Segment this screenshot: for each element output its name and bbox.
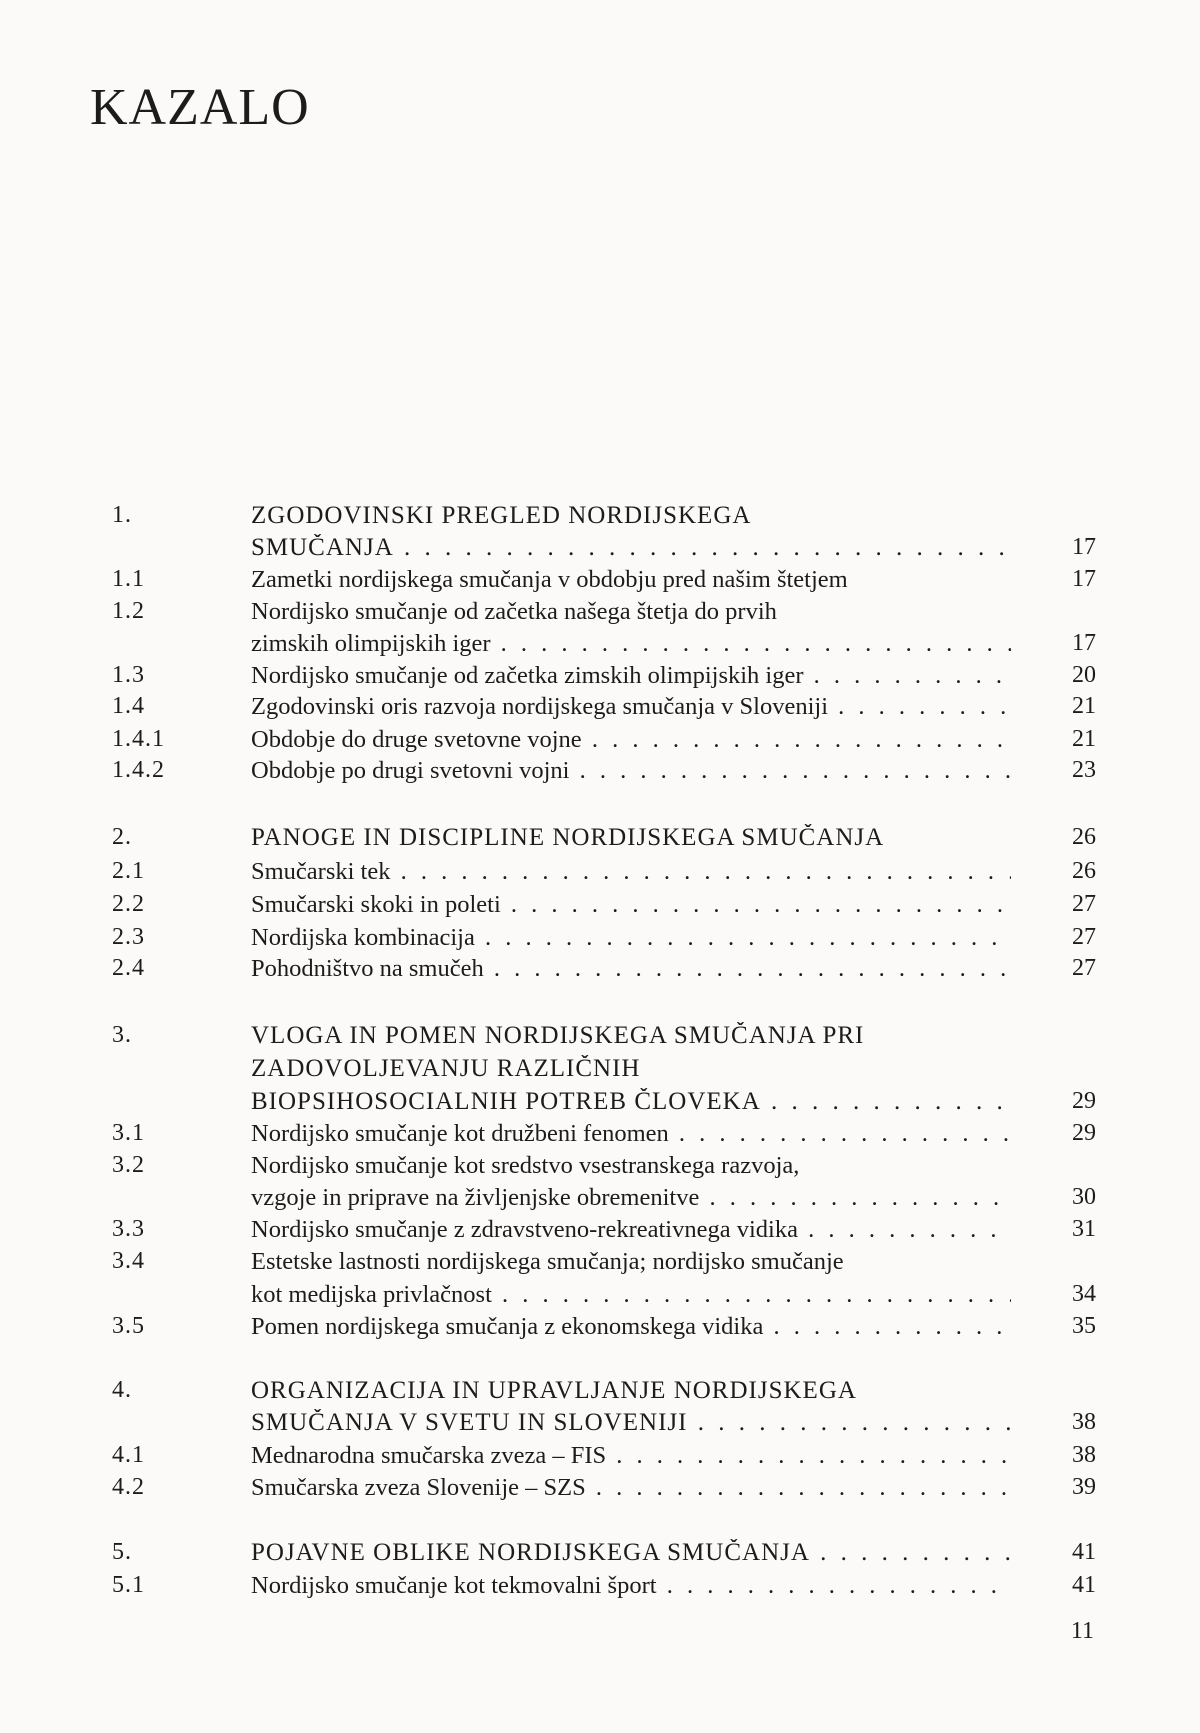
toc-entry-page: 21 xyxy=(1048,726,1096,753)
toc-entry xyxy=(0,1152,1200,1186)
toc-entry-number: 3.4 xyxy=(112,1248,145,1274)
toc-entry xyxy=(0,726,1200,760)
toc-entry-title: Pomen nordijskega smučanja z ekonomskega vidika . . . xyxy=(251,1313,1011,1341)
toc-entry-page: 27 xyxy=(1048,955,1096,982)
page-title: KAZALO xyxy=(90,79,310,136)
toc-entry-title: zimskih olimpijskih iger . . . xyxy=(251,630,1011,658)
toc-entry-page: 34 xyxy=(1048,1281,1096,1308)
toc-entry-title: Estetske lastnosti nordijskega smučanja; nordijsko smučanje xyxy=(251,1248,844,1275)
toc-entry-number: 2.2 xyxy=(112,891,145,917)
toc-entry-number: 1.1 xyxy=(112,566,145,592)
toc-entry-number: 1.2 xyxy=(112,598,145,624)
toc-entry xyxy=(0,1216,1200,1250)
toc-entry-page: 41 xyxy=(1048,1539,1096,1566)
toc-entry xyxy=(0,858,1200,892)
toc-entry-title: Nordijsko smučanje kot družbeni fenomen . . . xyxy=(251,1120,1011,1148)
toc-entry xyxy=(0,1248,1200,1282)
toc-entry-title: ORGANIZACIJA IN UPRAVLJANJE NORDIJSKEGA xyxy=(251,1377,857,1404)
toc-entry xyxy=(0,1281,1200,1315)
toc-entry-page: 21 xyxy=(1048,693,1096,720)
toc-entry-title: Nordijsko smučanje kot tekmovalni šport . . . xyxy=(251,1572,1011,1600)
toc-entry-title: Obdobje do druge svetovne vojne . . . xyxy=(251,726,1011,754)
toc-entry xyxy=(0,502,1200,536)
toc-entry-number: 1.4.2 xyxy=(112,757,165,783)
toc-entry-page: 17 xyxy=(1048,630,1096,657)
toc-entry-number: 1. xyxy=(112,502,132,528)
toc-entry xyxy=(0,1539,1200,1573)
toc-entry-title: PANOGE IN DISCIPLINE NORDIJSKEGA SMUČANJA xyxy=(251,824,885,851)
toc-entry-number: 3.1 xyxy=(112,1120,145,1146)
toc-entry-page: 29 xyxy=(1048,1088,1096,1115)
toc-entry xyxy=(0,955,1200,989)
toc-entry-title: Zametki nordijskega smučanja v obdobju pred našim štetjem xyxy=(251,566,848,593)
toc-entry-number: 4.1 xyxy=(112,1442,145,1468)
toc-entry xyxy=(0,1313,1200,1347)
toc-entry-page: 38 xyxy=(1048,1409,1096,1436)
toc-entry-page: 17 xyxy=(1048,566,1096,593)
toc-entry-page: 27 xyxy=(1048,924,1096,951)
toc-entry xyxy=(0,598,1200,632)
toc-entry-number: 3.2 xyxy=(112,1152,145,1178)
toc-entry-title: Nordijsko smučanje z zdravstveno-rekreativnega vidika . . . xyxy=(251,1216,1011,1244)
toc-entry xyxy=(0,1055,1200,1089)
toc-entry xyxy=(0,924,1200,958)
toc-entry-page: 29 xyxy=(1048,1120,1096,1147)
toc-entry-number: 5. xyxy=(112,1539,132,1565)
toc-entry-title: POJAVNE OBLIKE NORDIJSKEGA SMUČANJA . . . xyxy=(251,1539,1011,1567)
toc-entry-title: Smučarska zveza Slovenije – SZS . . . xyxy=(251,1474,1011,1502)
toc-entry-number: 1.3 xyxy=(112,662,145,688)
toc-entry xyxy=(0,630,1200,664)
toc-entry xyxy=(0,693,1200,727)
toc-entry-title: Smučarski skoki in poleti . . . xyxy=(251,891,1011,919)
toc-entry-number: 2.1 xyxy=(112,858,145,884)
page-number: 11 xyxy=(1070,1618,1094,1644)
toc-entry-number: 2.3 xyxy=(112,924,145,950)
toc-entry xyxy=(0,566,1200,600)
toc-entry-title: Nordijsko smučanje od začetka našega štetja do prvih xyxy=(251,598,777,625)
toc-entry xyxy=(0,1377,1200,1411)
toc-entry-title: Pohodništvo na smučeh . . . xyxy=(251,955,1011,983)
toc-entry-number: 1.4 xyxy=(112,693,145,719)
toc-entry-page: 35 xyxy=(1048,1313,1096,1340)
toc-entry-number: 1.4.1 xyxy=(112,726,165,752)
toc-entry xyxy=(0,1120,1200,1154)
toc-entry xyxy=(0,534,1200,568)
toc-entry-title: VLOGA IN POMEN NORDIJSKEGA SMUČANJA PRI xyxy=(251,1022,865,1049)
toc-entry-page: 26 xyxy=(1048,824,1096,851)
toc-entry-title: Nordijsko smučanje od začetka zimskih olimpijskih iger . . . xyxy=(251,662,1011,690)
toc-entry-number: 4. xyxy=(112,1377,132,1403)
toc-entry-page: 31 xyxy=(1048,1216,1096,1243)
toc-entry-number: 3.5 xyxy=(112,1313,145,1339)
toc-entry-page: 27 xyxy=(1048,891,1096,918)
toc-entry xyxy=(0,757,1200,791)
toc-entry-number: 4.2 xyxy=(112,1474,145,1500)
toc-entry-title: kot medijska privlačnost . . . xyxy=(251,1281,1011,1309)
toc-entry xyxy=(0,824,1200,858)
toc-entry-title: vzgoje in priprave na življenjske obremenitve . . . xyxy=(251,1184,1011,1212)
toc-entry xyxy=(0,1442,1200,1476)
toc-entry-page: 38 xyxy=(1048,1442,1096,1469)
toc-entry-page: 39 xyxy=(1048,1474,1096,1501)
toc-entry-title: Obdobje po drugi svetovni vojni . . . xyxy=(251,757,1011,785)
toc-entry-page: 23 xyxy=(1048,757,1096,784)
toc-entry-number: 3.3 xyxy=(112,1216,145,1242)
toc-entry-page: 30 xyxy=(1048,1184,1096,1211)
toc-entry-title: Zgodovinski oris razvoja nordijskega smučanja v Sloveniji . . . xyxy=(251,693,1011,721)
toc-entry xyxy=(0,1572,1200,1606)
toc-entry-number: 2. xyxy=(112,824,132,850)
toc-entry xyxy=(0,1088,1200,1122)
toc-entry xyxy=(0,1474,1200,1508)
toc-entry xyxy=(0,891,1200,925)
toc-entry-title: SMUČANJA V SVETU IN SLOVENIJI . . . xyxy=(251,1409,1011,1437)
toc-entry-page: 17 xyxy=(1048,534,1096,561)
toc-entry-number: 2.4 xyxy=(112,955,145,981)
toc-entry-title: SMUČANJA . . . xyxy=(251,534,1011,562)
toc-entry-title: ZGODOVINSKI PREGLED NORDIJSKEGA xyxy=(251,502,752,529)
toc-entry-title: Nordijsko smučanje kot sredstvo vsestranskega razvoja, xyxy=(251,1152,800,1179)
toc-entry xyxy=(0,1022,1200,1056)
toc-entry xyxy=(0,662,1200,696)
toc-entry-page: 20 xyxy=(1048,662,1096,689)
toc-entry xyxy=(0,1184,1200,1218)
toc-entry-title: ZADOVOLJEVANJU RAZLIČNIH xyxy=(251,1055,641,1082)
toc-entry-title: Mednarodna smučarska zveza – FIS . . . xyxy=(251,1442,1011,1470)
toc-entry-number: 5.1 xyxy=(112,1572,145,1598)
toc-entry-title: Smučarski tek . . . xyxy=(251,858,1011,886)
toc-entry-title: BIOPSIHOSOCIALNIH POTREB ČLOVEKA . . . xyxy=(251,1088,1011,1116)
toc-entry xyxy=(0,1409,1200,1443)
toc-entry-number: 3. xyxy=(112,1022,132,1048)
toc-entry-page: 26 xyxy=(1048,858,1096,885)
toc-entry-page: 41 xyxy=(1048,1572,1096,1599)
toc-entry-title: Nordijska kombinacija . . . xyxy=(251,924,1011,952)
